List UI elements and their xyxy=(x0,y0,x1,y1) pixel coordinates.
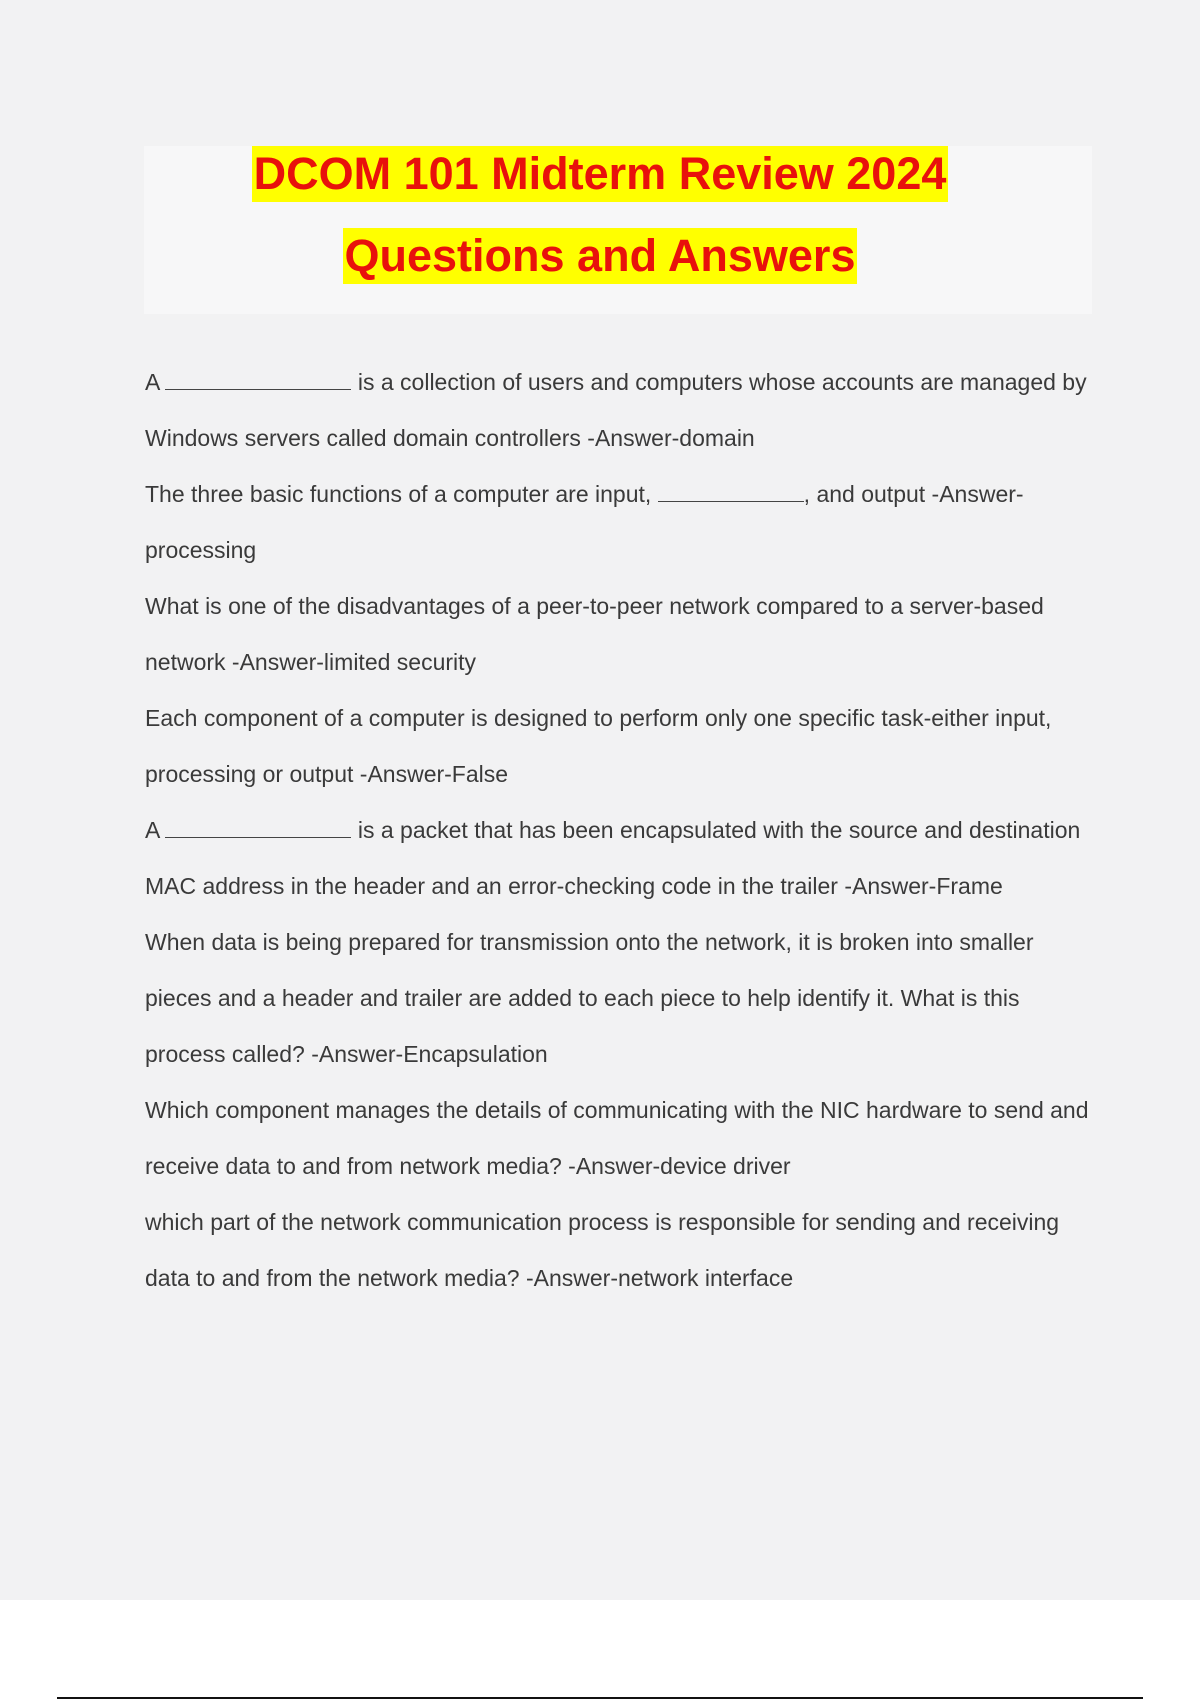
qa-item-5 xyxy=(145,802,1090,914)
answer-blank xyxy=(658,481,804,502)
qa-text: Each component of a computer is designed to perform only one specific task-either input, processing or output -Answer-False xyxy=(145,705,1052,787)
qa-item-2 xyxy=(145,466,1090,578)
document-title-line-1: DCOM 101 Midterm Review 2024 xyxy=(252,146,949,202)
answer-blank xyxy=(165,369,351,390)
qa-item-6 xyxy=(145,914,1090,1082)
qa-text: is a packet that has been encapsulated with the source and destination MAC address in the header and an error-checking code in the trailer -Answer-Frame xyxy=(145,817,1081,899)
qa-list xyxy=(145,354,1090,1306)
qa-item-8 xyxy=(145,1194,1090,1306)
answer-blank xyxy=(165,817,351,838)
footer-rule xyxy=(57,1697,1143,1699)
qa-item-3 xyxy=(145,578,1090,690)
document-title-line-2: Questions and Answers xyxy=(343,228,858,284)
qa-item-1 xyxy=(145,354,1090,466)
qa-text: is a collection of users and computers whose accounts are managed by Windows servers called domain controllers -Answer-domain xyxy=(145,369,1087,451)
qa-text: When data is being prepared for transmission onto the network, it is broken into smaller pieces and a header and trailer are added to each piece to help identify it. What is this process called? -Answer-Encapsulation xyxy=(145,929,1034,1067)
qa-text: A xyxy=(145,817,160,843)
qa-item-4 xyxy=(145,690,1090,802)
qa-text: The three basic functions of a computer are input, xyxy=(145,481,652,507)
qa-text: Which component manages the details of communicating with the NIC hardware to send and receive data to and from network media? -Answer-device driver xyxy=(145,1097,1089,1179)
qa-text: A xyxy=(145,369,160,395)
qa-text: What is one of the disadvantages of a peer-to-peer network compared to a server-based network -Answer-limited security xyxy=(145,593,1044,675)
title-line-2-wrap xyxy=(0,228,1200,284)
title-line-1-wrap xyxy=(0,146,1200,202)
qa-text: , and output -Answer-processing xyxy=(145,481,1024,563)
qa-item-7 xyxy=(145,1082,1090,1194)
qa-text: which part of the network communication process is responsible for sending and receiving data to and from the network media? -Answer-network interface xyxy=(145,1209,1060,1291)
